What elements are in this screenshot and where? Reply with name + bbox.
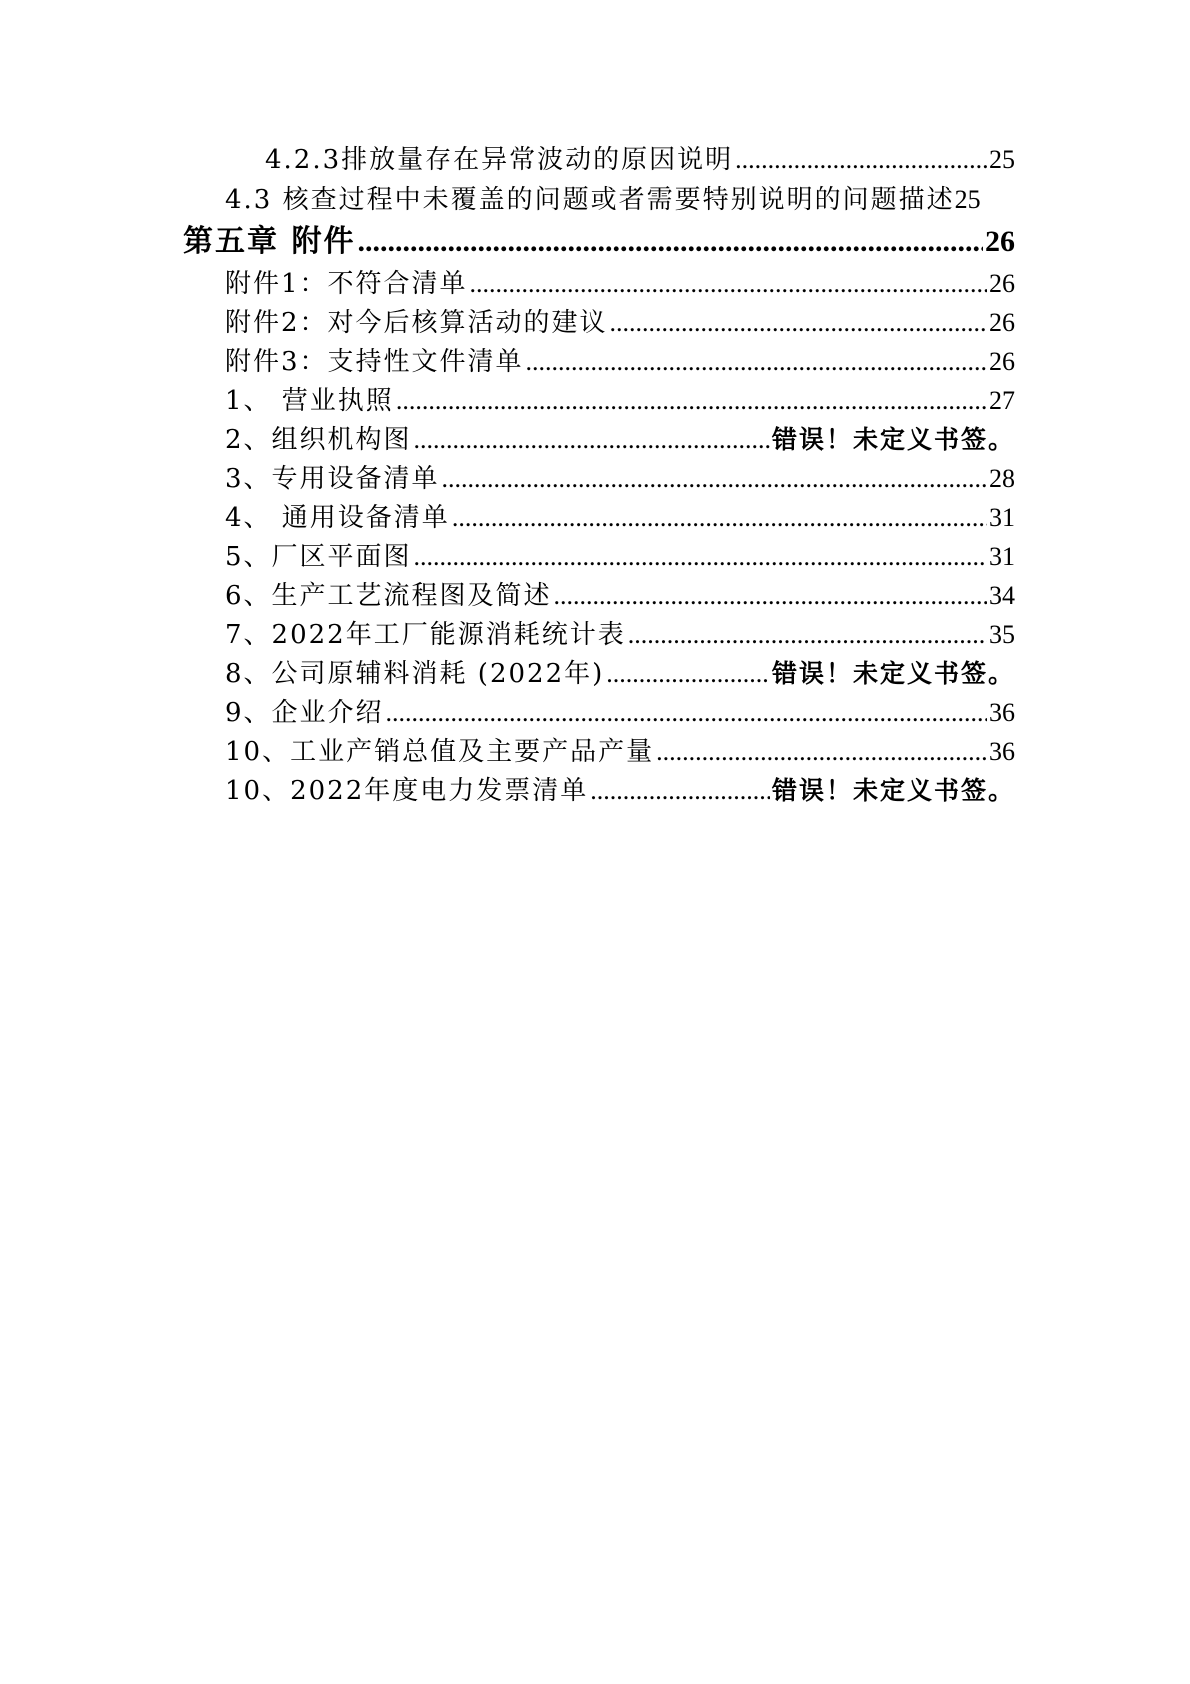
toc-entry-title: 10、工业产销总值及主要产品产量 [225, 737, 655, 767]
toc-chapter-title: 第五章 附件 [183, 224, 356, 259]
dot-leader [610, 303, 987, 343]
toc-entry-4-2-3[interactable] [265, 140, 1015, 180]
toc-entry-page: 31 [989, 503, 1015, 532]
toc-entry-title: 2、组织机构图 [225, 425, 412, 455]
toc-entry-error: 错误！未定义书签。 [771, 659, 1015, 688]
toc-entry-page: 28 [989, 464, 1015, 493]
toc-entry-title: 9、企业介绍 [225, 698, 384, 728]
toc-entry-business-license[interactable] [225, 381, 1015, 421]
toc-entry-appendix-2[interactable] [225, 303, 1015, 343]
toc-entry-title: 3、专用设备清单 [225, 464, 440, 494]
toc-entry-site-plan[interactable] [225, 537, 1015, 577]
dot-leader [414, 420, 770, 460]
toc-chapter-page: 26 [985, 225, 1015, 258]
toc-entry-page: 26 [989, 269, 1015, 298]
dot-leader [590, 771, 770, 811]
toc-entry-process-flow[interactable] [225, 576, 1015, 616]
toc-entry-org-chart[interactable] [225, 420, 1015, 460]
toc-entry-title: 1、 营业执照 [225, 386, 394, 416]
toc-entry-title: 附件1：不符合清单 [225, 269, 468, 299]
toc-entry-special-equipment[interactable] [225, 459, 1015, 499]
toc-entry-title: 4.3 核查过程中未覆盖的问题或者需要特别说明的问题描述 [225, 185, 955, 215]
toc-entry-company-intro[interactable] [225, 693, 1015, 733]
dot-leader [656, 732, 987, 772]
toc-entry-title: 附件3：支持性文件清单 [225, 347, 524, 377]
toc-entry-industrial-output[interactable] [225, 732, 1015, 772]
toc-entry-page: 35 [989, 620, 1015, 649]
toc-entry-page: 25 [954, 185, 981, 214]
toc-entry-page: 27 [989, 386, 1015, 415]
toc-entry-title: 7、2022年工厂能源消耗统计表 [225, 620, 626, 650]
toc-entry-page: 26 [989, 347, 1015, 376]
toc-entry-error: 错误！未定义书签。 [771, 425, 1015, 454]
dot-leader [526, 342, 987, 382]
toc-entry-page: 25 [989, 145, 1015, 174]
dot-leader [735, 140, 987, 180]
toc-entry-page: 34 [989, 581, 1015, 610]
toc-entry-title: 4、 通用设备清单 [225, 503, 450, 533]
dot-leader [452, 498, 987, 538]
dot-leader [396, 381, 987, 421]
toc-entry-title: 6、生产工艺流程图及简述 [225, 581, 552, 611]
toc-entry-page: 26 [989, 308, 1015, 337]
toc-entry-error: 错误！未定义书签。 [771, 776, 1015, 805]
toc-entry-title: 10、2022年度电力发票清单 [225, 776, 589, 806]
toc-entry-page: 36 [989, 698, 1015, 727]
dot-leader [442, 459, 987, 499]
toc-entry-title: 8、公司原辅料消耗 (2022年) [225, 659, 605, 689]
toc-entry-appendix-3[interactable] [225, 342, 1015, 382]
dot-leader [470, 264, 987, 304]
dot-leader [554, 576, 987, 616]
toc-entry-page: 31 [989, 542, 1015, 571]
toc-entry-energy-statistics[interactable] [225, 615, 1015, 655]
toc-entry-raw-materials[interactable] [225, 654, 1015, 694]
toc-entry-title: 4.2.3排放量存在异常波动的原因说明 [265, 145, 734, 175]
toc-entry-4-3[interactable] [225, 180, 1025, 220]
toc-entry-appendix-1[interactable] [225, 264, 1015, 304]
dot-leader [357, 222, 983, 262]
dot-leader [386, 693, 987, 733]
toc-entry-title: 附件2：对今后核算活动的建议 [225, 308, 608, 338]
toc-entry-title: 5、厂区平面图 [225, 542, 412, 572]
toc-entry-page: 36 [989, 737, 1015, 766]
toc-entry-electricity-invoices[interactable] [225, 771, 1015, 811]
toc-entry-general-equipment[interactable] [225, 498, 1015, 538]
dot-leader [628, 615, 987, 655]
toc-chapter-5[interactable] [183, 222, 1015, 262]
dot-leader [606, 654, 770, 694]
dot-leader [414, 537, 987, 577]
